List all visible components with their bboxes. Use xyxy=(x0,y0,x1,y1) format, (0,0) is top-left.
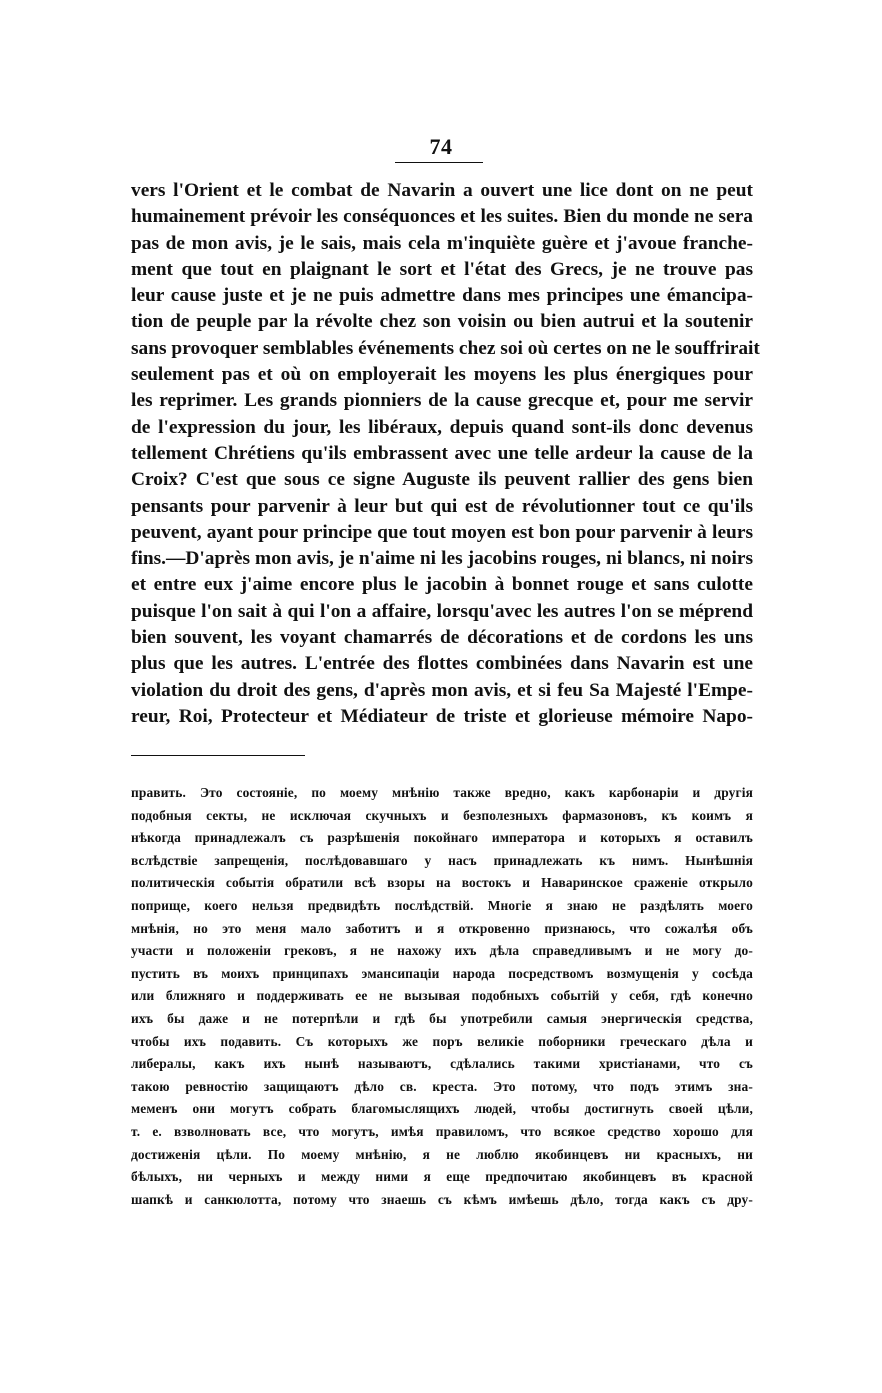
main-text-line: puisque l'on sait à qui l'on a affaire, lorsqu'avec les autres l'on se méprend xyxy=(131,600,753,622)
footnote-line: бѣлыхъ, ни черныхъ и между ними я еще предпочитаю якобинцевъ въ красной xyxy=(131,1169,753,1185)
footnote-line: пустить въ моихъ принципахъ эмансипаціи народа посредствомъ возмущенія у сосѣда xyxy=(131,965,753,981)
footnote-line: шапкѣ и санкюлотта, потому что знаешь съ кѣмъ имѣешь дѣло, тогда какъ съ дру- xyxy=(131,1191,753,1207)
footnote-line: поприще, коего нельзя предвидѣть послѣдствій. Многіе я знаю не раздѣлять моего xyxy=(131,897,753,913)
main-text-line: et entre eux j'aime encore plus le jacobin à bonnet rouge et sans culotte xyxy=(131,574,753,596)
footnote-line: вслѣдствіе запрещенія, послѣдовавшаго у насъ принадлежать къ нимъ. Нынѣшнія xyxy=(131,852,753,868)
main-text-line: humainement prévoir les conséquonces et les suites. Bien du monde ne sera xyxy=(131,206,753,228)
main-text xyxy=(131,178,760,730)
footnote-line: участи и положеніи грековъ, я не нахожу ихъ дѣла справедливымъ и не могу до- xyxy=(131,943,753,959)
main-text-line: violation du droit des gens, d'après mon avis, et si feu Sa Majesté l'Empe- xyxy=(131,679,753,701)
footnote-rule xyxy=(131,755,305,756)
footnote-line: мнѣнія, но это меня мало заботитъ и я откровенно признаюсь, что сожалѣя объ xyxy=(131,920,753,936)
footnote-line: подобныя секты, не исключая скучныхъ и безполезныхъ фармазоновъ, къ коимъ я xyxy=(131,807,753,823)
main-text-line: de l'expression du jour, les libéraux, depuis quand sont-ils donc devenus xyxy=(131,416,753,438)
footnote xyxy=(131,782,753,1211)
main-text-line: pas de mon avis, je le sais, mais cela m'inquiète guère et j'avoue franche- xyxy=(131,232,753,254)
main-text-line: pensants pour parvenir à leur but qui est de révolutionner tout ce qu'ils xyxy=(131,495,753,517)
footnote-line: нѣкогда принадлежалъ съ разрѣшенія покойнаго императора и которыхъ я оставилъ xyxy=(131,830,753,846)
footnote-line: т. е. взволновать все, что могутъ, имѣя правиломъ, что всякое средство хорошо для xyxy=(131,1123,753,1139)
footnote-line: меменъ они могутъ собрать благомыслящихъ людей, чтобы достигнуть своей цѣли, xyxy=(131,1101,753,1117)
main-text-line: sans provoquer semblables événements chez soi où certes on ne le souffrirait xyxy=(131,337,760,359)
footnote-line: либералы, какъ ихъ нынѣ называютъ, сдѣлались такими христіанами, что съ xyxy=(131,1056,753,1072)
main-text-line: peuvent, ayant pour principe que tout moyen est bon pour parvenir à leurs xyxy=(131,521,753,543)
footnote-line: политическія событія обратили всѣ взоры на востокъ и Наваринское сраженіе открыло xyxy=(131,875,753,891)
main-text-line: ment que tout en plaignant le sort et l'état des Grecs, je ne trouve pas xyxy=(131,258,753,280)
footnote-line: такою ревностію защищаютъ дѣло св. креста. Это потому, что подъ этимъ зна- xyxy=(131,1078,753,1094)
main-text-line: vers l'Orient et le combat de Navarin a ouvert une lice dont on ne peut xyxy=(131,180,753,201)
page-number: 74 xyxy=(429,134,453,159)
footnote-line: ихъ бы даже и не потерпѣли и гдѣ бы употребили самыя энергическія средства, xyxy=(131,1010,753,1026)
footnote-line: или ближняго и поддерживать ее не вызывая подобныхъ событій у себя, гдѣ конечно xyxy=(131,988,753,1004)
main-text-line: tion de peuple par la révolte chez son voisin ou bien autrui et la soutenir xyxy=(131,311,753,333)
main-text-line: tellement Chrétiens qu'ils embrassent avec une telle ardeur la cause de la xyxy=(131,442,753,464)
main-text-line: seulement pas et où on employerait les moyens les plus énergiques pour xyxy=(131,364,753,386)
footnote-line: править. Это состояніе, по моему мнѣнію также вредно, какъ карбонаріи и другія xyxy=(131,785,753,800)
main-text-line: bien souvent, les voyant chamarrés de décorations et de cordons les uns xyxy=(131,627,753,649)
main-text-line: reur, Roi, Protecteur et Médiateur de triste et glorieuse mémoire Napo- xyxy=(131,705,753,727)
main-text-line: Croix? C'est que sous ce signe Auguste ils peuvent rallier des gens bien xyxy=(131,469,753,491)
main-text-line: les reprimer. Les grands pionniers de la cause grecque et, pour me servir xyxy=(131,390,753,412)
main-text-line: fins.—D'après mon avis, je n'aime ni les jacobins rouges, ni blancs, ni noirs xyxy=(131,548,753,570)
main-text-line: plus que les autres. L'entrée des flottes combinées dans Navarin est une xyxy=(131,653,753,675)
main-text-line: leur cause juste et je ne puis admettre dans mes principes une émancipa- xyxy=(131,285,753,307)
footnote-line: достиженія цѣли. По моему мнѣнію, я не люблю якобинцевъ ни красныхъ, ни xyxy=(131,1146,753,1162)
header-rule xyxy=(395,162,483,163)
footnote-line: чтобы ихъ подавить. Съ которыхъ же поръ великіе поборники греческаго дѣла и xyxy=(131,1033,753,1049)
